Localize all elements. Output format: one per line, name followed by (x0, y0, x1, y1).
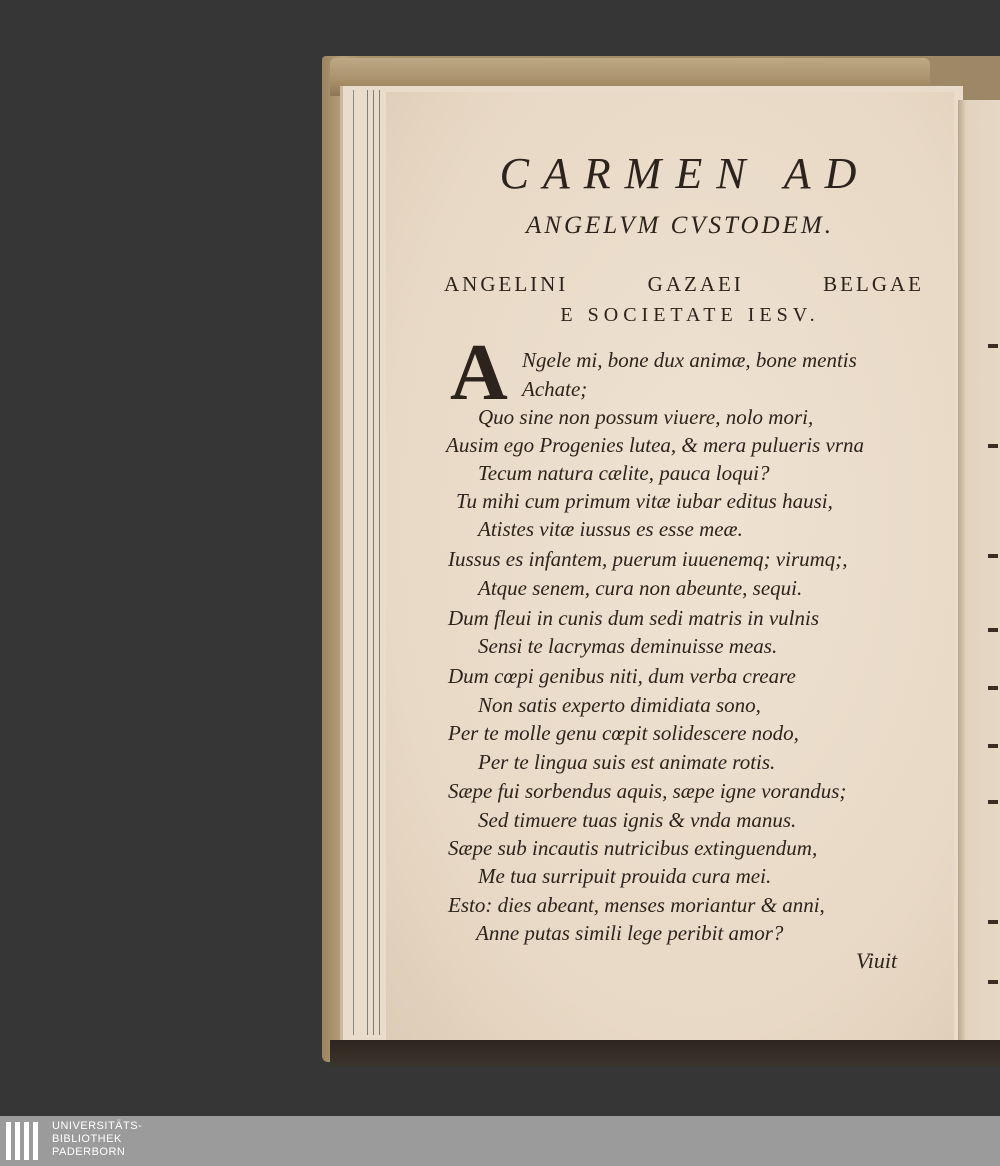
poem-line: Atistes vitæ iussus es esse meæ. (478, 517, 743, 541)
facing-page-ink-mark (988, 344, 998, 348)
society-line: E SOCIETATE IESV. (560, 304, 820, 326)
poem-line: Achate; (522, 377, 588, 401)
logo-line: BIBLIOTHEK (52, 1133, 122, 1145)
author-line (444, 272, 924, 297)
poem-line: Esto: dies abeant, menses moriantur & anni, (448, 893, 825, 917)
facing-page-ink-mark (988, 744, 998, 748)
facing-page-ink-mark (988, 800, 998, 804)
logo-line: UNIVERSITÄTS- (52, 1120, 143, 1132)
poem-line: Non satis experto dimidiata sono, (478, 693, 761, 717)
author-word: BELGAE (823, 272, 924, 296)
poem-line: Anne putas simili lege peribit amor? (476, 921, 784, 945)
poem-line: Sed timuere tuas ignis & vnda manus. (478, 808, 797, 832)
facing-page-ink-mark (988, 444, 998, 448)
book-bottom-shadow (330, 1040, 1000, 1066)
poem-line: Quo sine non possum viuere, nolo mori, (478, 405, 814, 429)
poem-line: Dum fleui in cunis dum sedi matris in vulnis (448, 606, 819, 630)
page-edges (345, 90, 387, 1035)
author-word: GAZAEI (647, 272, 744, 296)
poem-line: Tecum natura cælite, pauca loqui? (478, 461, 770, 485)
author-word: ANGELINI (444, 272, 569, 296)
library-footer (0, 1116, 1000, 1166)
facing-page-ink-mark (988, 686, 998, 690)
library-logo-icon (6, 1122, 46, 1160)
poem-line: Dum cœpi genibus niti, dum verba creare (448, 664, 796, 688)
facing-page-edge (958, 100, 1000, 1045)
page-title: CARMEN AD (499, 149, 871, 198)
poem-line: Per te lingua suis est animate rotis. (478, 750, 776, 774)
library-logo-text (52, 1120, 142, 1159)
page-subtitle: ANGELVM CVSTODEM. (526, 212, 834, 239)
facing-page-ink-mark (988, 920, 998, 924)
logo-line: PADERBORN (52, 1146, 126, 1158)
drop-cap: A (450, 329, 508, 417)
poem-line: Per te molle genu cœpit solidescere nodo, (448, 721, 799, 745)
poem-line: Ausim ego Progenies lutea, & mera pulueris vrna (446, 433, 865, 457)
facing-page-ink-mark (988, 628, 998, 632)
poem-line: Sæpe sub incautis nutricibus extinguendum, (448, 836, 818, 860)
poem-line: Iussus es infantem, puerum iuuenemq; virumq;, (448, 547, 848, 571)
poem-line: Sensi te lacrymas deminuisse meas. (478, 634, 778, 658)
poem-line: Sæpe fui sorbendus aquis, sæpe igne vorandus; (448, 779, 847, 803)
catchword: Viuit (856, 948, 898, 973)
poem-line: Me tua surripuit prouida cura mei. (478, 864, 772, 888)
facing-page-ink-mark (988, 980, 998, 984)
poem-line: Tu mihi cum primum vitæ iubar editus hausi, (456, 489, 833, 513)
facing-page-ink-mark (988, 554, 998, 558)
poem-line: Ngele mi, bone dux animæ, bone mentis (522, 348, 857, 372)
poem-line: Atque senem, cura non abeunte, sequi. (478, 576, 803, 600)
